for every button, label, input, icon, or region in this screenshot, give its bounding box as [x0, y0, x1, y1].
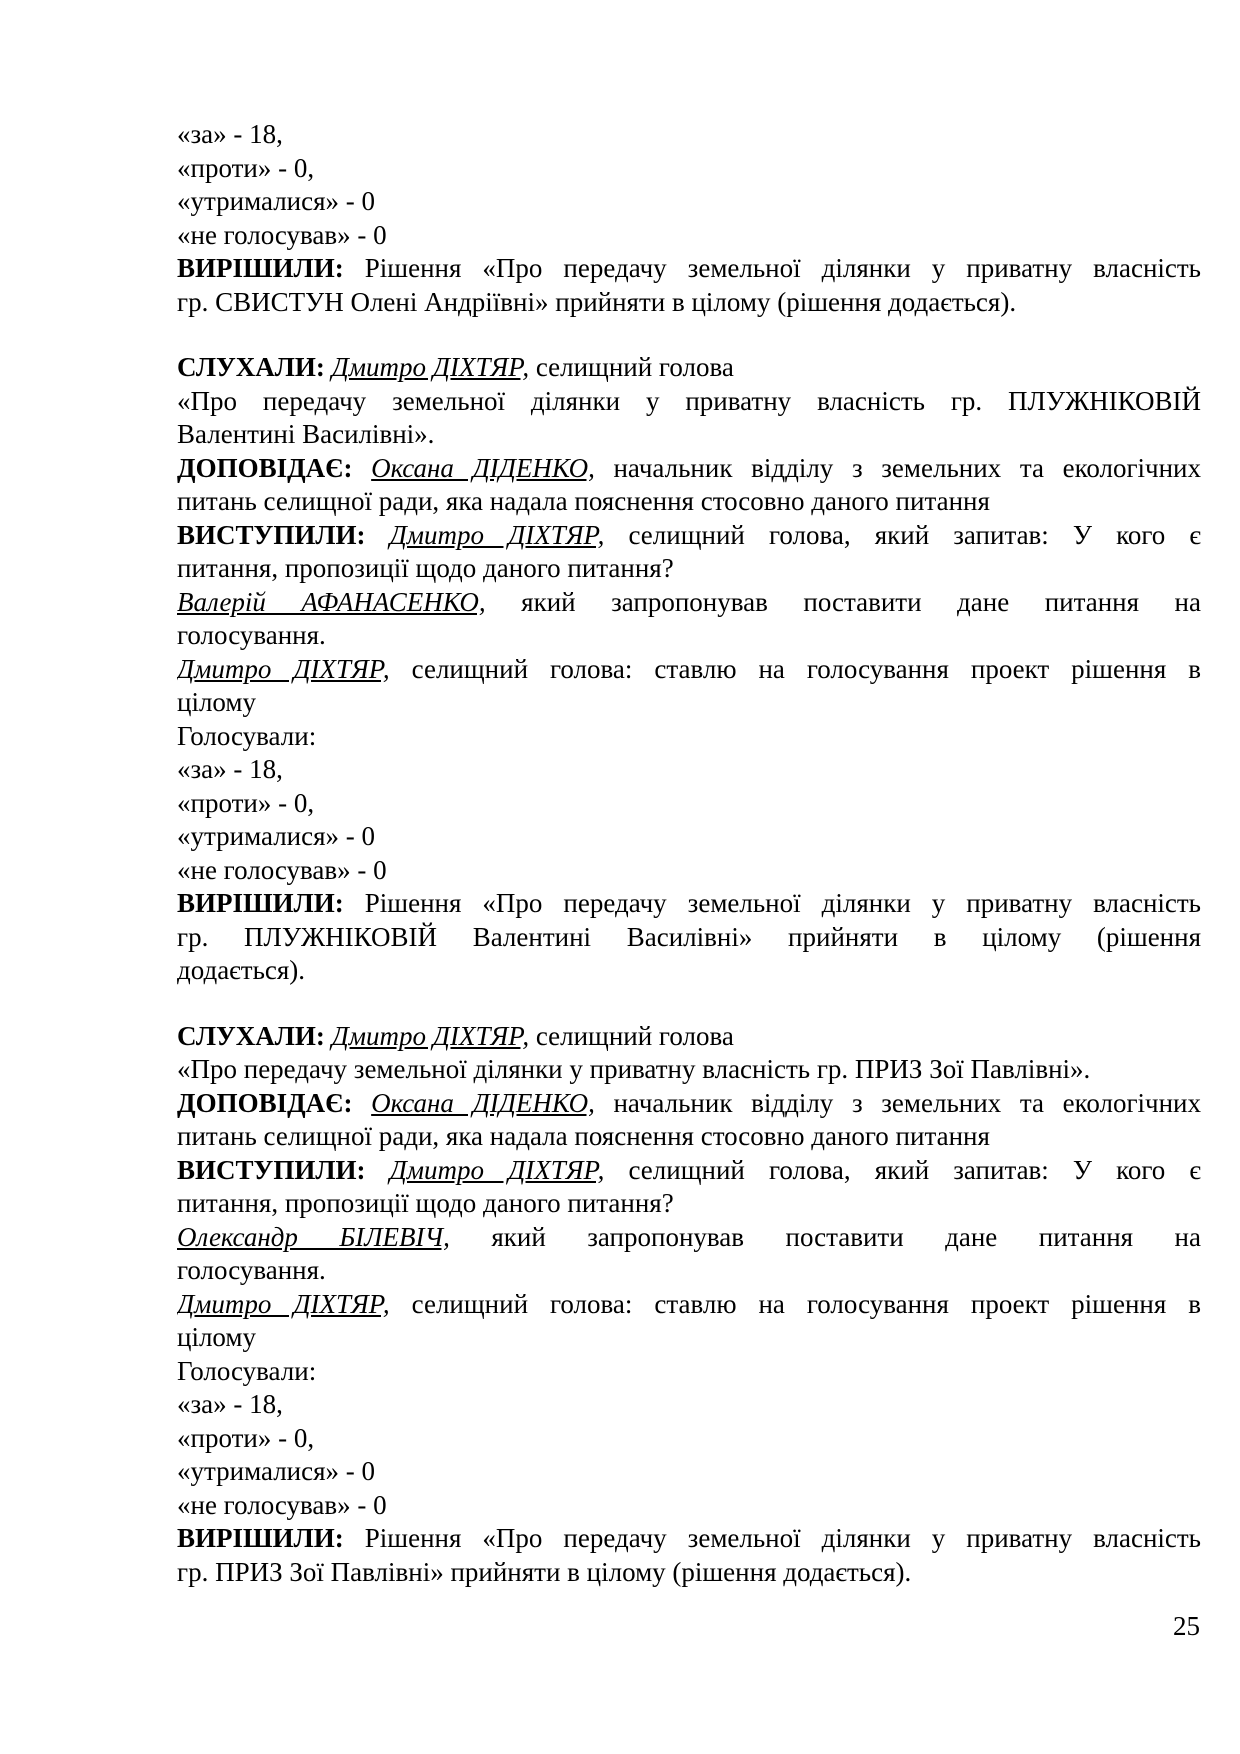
- decision-line: гр. ПЛУЖНІКОВІЙ Валентині Василівні» прийняти в цілому (рішення: [177, 921, 1201, 952]
- proposer-name: Валерій АФАНАСЕНКО,: [177, 586, 486, 617]
- decision-label: ВИРІШИЛИ:: [177, 1523, 344, 1553]
- vote-for: «за» - 18,: [177, 754, 283, 784]
- decision-line: додається).: [177, 955, 306, 985]
- speaker-name: Дмитро ДІХТЯР,: [177, 653, 390, 684]
- speaker-name: Дмитро ДІХТЯР,: [331, 352, 530, 382]
- topic-line: «Про передачу земельної ділянки у приватну власність гр. ПРИЗ Зої Павлівні».: [177, 1054, 1091, 1084]
- paragraph-gap: [177, 988, 1201, 1020]
- heard-line: СЛУХАЛИ: Дмитро ДІХТЯР, селищний голова: [177, 352, 734, 382]
- reporter-name: Оксана ДІДЕНКО,: [371, 452, 595, 483]
- speaker-name: Дмитро ДІХТЯР,: [177, 1288, 390, 1319]
- vote-call-line: цілому: [177, 1322, 256, 1352]
- decision-line: гр. ПРИЗ Зої Павлівні» прийняти в цілому (рішення додається).: [177, 1556, 912, 1587]
- speaker-name: Дмитро ДІХТЯР,: [389, 519, 605, 550]
- heard-label: СЛУХАЛИ:: [177, 352, 325, 382]
- proposer-name: Олександр БІЛЕВІЧ,: [177, 1221, 450, 1252]
- reporter-label: ДОПОВІДАЄ:: [177, 452, 353, 483]
- decision-line: ВИРІШИЛИ: Рішення «Про передачу земельної ділянки у приватну власність: [177, 1523, 1201, 1553]
- reporter-line: питань селищної ради, яка надала пояснення стосовно даного питання: [177, 1121, 990, 1151]
- paragraph-gap: [177, 319, 1201, 351]
- speakers-line: питання, пропозиції щодо даного питання?: [177, 553, 674, 583]
- vote-against: «проти» - 0,: [177, 787, 315, 818]
- proposal-line: голосування.: [177, 1255, 326, 1285]
- reporter-label: ДОПОВІДАЄ:: [177, 1087, 353, 1118]
- vote-abstained: «утрималися» - 0: [177, 821, 376, 851]
- speaker-name: Дмитро ДІХТЯР,: [331, 1020, 530, 1051]
- vote-call-line: цілому: [177, 687, 256, 717]
- document-page: [177, 118, 1201, 1589]
- vote-abstained: «утрималися» - 0: [177, 1456, 376, 1486]
- reporter-line: ДОПОВІДАЄ: Оксана ДІДЕНКО, начальник відділу з земельних та екологічних: [177, 1087, 1201, 1118]
- decision-line: ВИРІШИЛИ: Рішення «Про передачу земельної ділянки у приватну власність: [177, 253, 1201, 283]
- heard-line: СЛУХАЛИ: Дмитро ДІХТЯР, селищний голова: [177, 1020, 734, 1051]
- speakers-line: ВИСТУПИЛИ: Дмитро ДІХТЯР, селищний голова, який запитав: У кого є: [177, 1154, 1201, 1185]
- proposal-line: Валерій АФАНАСЕНКО, який запропонував поставити дане питання на: [177, 586, 1201, 617]
- heard-label: СЛУХАЛИ:: [177, 1020, 325, 1051]
- reporter-name: Оксана ДІДЕНКО,: [371, 1087, 595, 1118]
- vote-not-voted: «не голосував» - 0: [177, 854, 387, 885]
- topic-line: Валентині Василівні».: [177, 419, 435, 449]
- vote-for: «за» - 18,: [177, 1389, 283, 1419]
- reporter-line: ДОПОВІДАЄ: Оксана ДІДЕНКО, начальник відділу з земельних та екологічних: [177, 452, 1201, 483]
- reporter-line: питань селищної ради, яка надала пояснення стосовно даного питання: [177, 486, 990, 516]
- speakers-line: ВИСТУПИЛИ: Дмитро ДІХТЯР, селищний голова, який запитав: У кого є: [177, 519, 1201, 550]
- vote-abstained: «утрималися» - 0: [177, 186, 376, 216]
- vote-call-line: Дмитро ДІХТЯР, селищний голова: ставлю на голосування проект рішення в: [177, 1288, 1201, 1319]
- decision-line: ВИРІШИЛИ: Рішення «Про передачу земельної ділянки у приватну власність: [177, 888, 1201, 918]
- vote-not-voted: «не голосував» - 0: [177, 219, 387, 250]
- speakers-line: питання, пропозиції щодо даного питання?: [177, 1188, 674, 1218]
- vote-against: «проти» - 0,: [177, 152, 315, 183]
- decision-label: ВИРІШИЛИ:: [177, 888, 344, 918]
- vote-for: «за» - 18,: [177, 119, 283, 149]
- decision-line: гр. СВИСТУН Олені Андріївні» прийняти в цілому (рішення додається).: [177, 286, 1017, 317]
- voted-label: Голосували:: [177, 720, 317, 751]
- vote-call-line: Дмитро ДІХТЯР, селищний голова: ставлю на голосування проект рішення в: [177, 653, 1201, 684]
- proposal-line: Олександр БІЛЕВІЧ, який запропонував поставити дане питання на: [177, 1221, 1201, 1252]
- decision-label: ВИРІШИЛИ:: [177, 253, 344, 283]
- vote-not-voted: «не голосував» - 0: [177, 1489, 387, 1520]
- proposal-line: голосування.: [177, 620, 326, 650]
- topic-line: «Про передачу земельної ділянки у приватну власність гр. ПЛУЖНІКОВІЙ: [177, 385, 1201, 416]
- speakers-label: ВИСТУПИЛИ:: [177, 519, 366, 550]
- vote-against: «проти» - 0,: [177, 1422, 315, 1453]
- voted-label: Голосували:: [177, 1355, 317, 1386]
- page-number: 25: [1173, 1611, 1200, 1641]
- speakers-label: ВИСТУПИЛИ:: [177, 1154, 366, 1185]
- speaker-name: Дмитро ДІХТЯР,: [389, 1154, 605, 1185]
